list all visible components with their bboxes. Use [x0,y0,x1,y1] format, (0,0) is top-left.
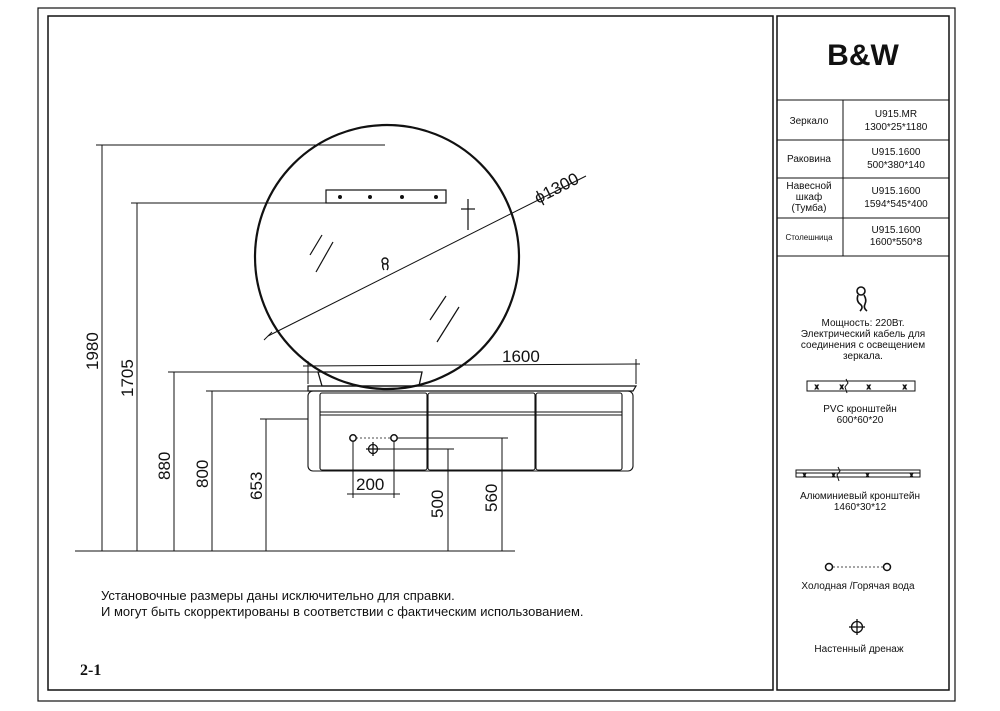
dim-top-width: 1600 [502,347,540,366]
spec-size-mirror: 1300*25*1180 [864,122,928,133]
sink-bowl [318,372,422,386]
dim-mirror-diameter: ϕ1300 [531,169,582,208]
dim-height-mirror-mount: 1705 [118,359,137,397]
pvc-bracket-icon [807,379,915,393]
wall-drain-icon [849,619,865,635]
dim-height-total: 1980 [83,332,102,370]
dim-height-880: 880 [155,451,174,480]
spec-code-countertop: U915.1600 [871,225,921,236]
spec-name-sink: Раковина [787,154,831,165]
legend-pvc-1: PVC кронштейн [823,404,897,415]
legend-drain: Настенный дренаж [814,644,904,655]
dim-height-560: 560 [482,483,501,512]
aluminium-bracket-icon [796,467,920,481]
dim-height-653: 653 [247,471,266,500]
svg-text:x: x [910,473,913,479]
legend-power-4: зеркала. [843,351,883,362]
spec-size-sink: 500*380*140 [867,160,925,171]
drain-point [366,442,380,456]
note-line-1: Установочные размеры даны исключительно для справки. [101,588,455,603]
spec-name-cabinet-2: шкаф [795,192,823,203]
spec-code-sink: U915.1600 [871,147,921,158]
legend-power-2: Электрический кабель для [800,329,926,340]
round-mirror [255,125,519,389]
note-line-2: И могут быть скорректированы в соответствии с фактическим использованием. [101,604,584,619]
spec-name-countertop: Столешница [785,233,833,242]
page-number: 2-1 [80,662,102,679]
dim-height-800: 800 [193,459,212,488]
dim-height-500: 500 [428,489,447,518]
legend-power-1: Мощность: 220Вт. [821,318,905,329]
legend-pvc-2: 600*60*20 [836,415,884,426]
spec-size-countertop: 1600*550*8 [869,237,923,248]
svg-text:x: x [815,384,819,391]
spec-name-cabinet-3: (Тумба) [791,203,827,214]
spec-name-cabinet-1: Навесной [786,181,832,192]
legend-alu-1: Алюминиевый кронштейн [799,491,921,502]
svg-text:x: x [803,473,806,479]
legend-alu-2: 1460*30*12 [833,502,887,513]
spec-size-cabinet: 1594*545*400 [864,199,928,210]
legend-power-3: соединения с освещением [800,340,926,351]
svg-text:x: x [903,384,907,391]
spec-name-mirror: Зеркало [789,116,829,127]
legend-water: Холодная /Горячая вода [801,581,915,592]
mirror-cable-icon [382,258,388,270]
water-pipes-icon [826,564,891,571]
vanity-cabinet [308,391,633,471]
svg-text:x: x [867,384,871,391]
svg-text:x: x [840,384,844,391]
svg-text:x: x [866,473,869,479]
svg-text:x: x [832,473,835,479]
countertop [308,386,636,391]
spec-code-mirror: U915.MR [874,109,918,120]
spec-code-cabinet: U915.1600 [871,186,921,197]
brand-logo: B&W [827,39,899,72]
dim-pipe-spacing: 200 [356,475,385,494]
power-cable-icon [857,287,867,311]
